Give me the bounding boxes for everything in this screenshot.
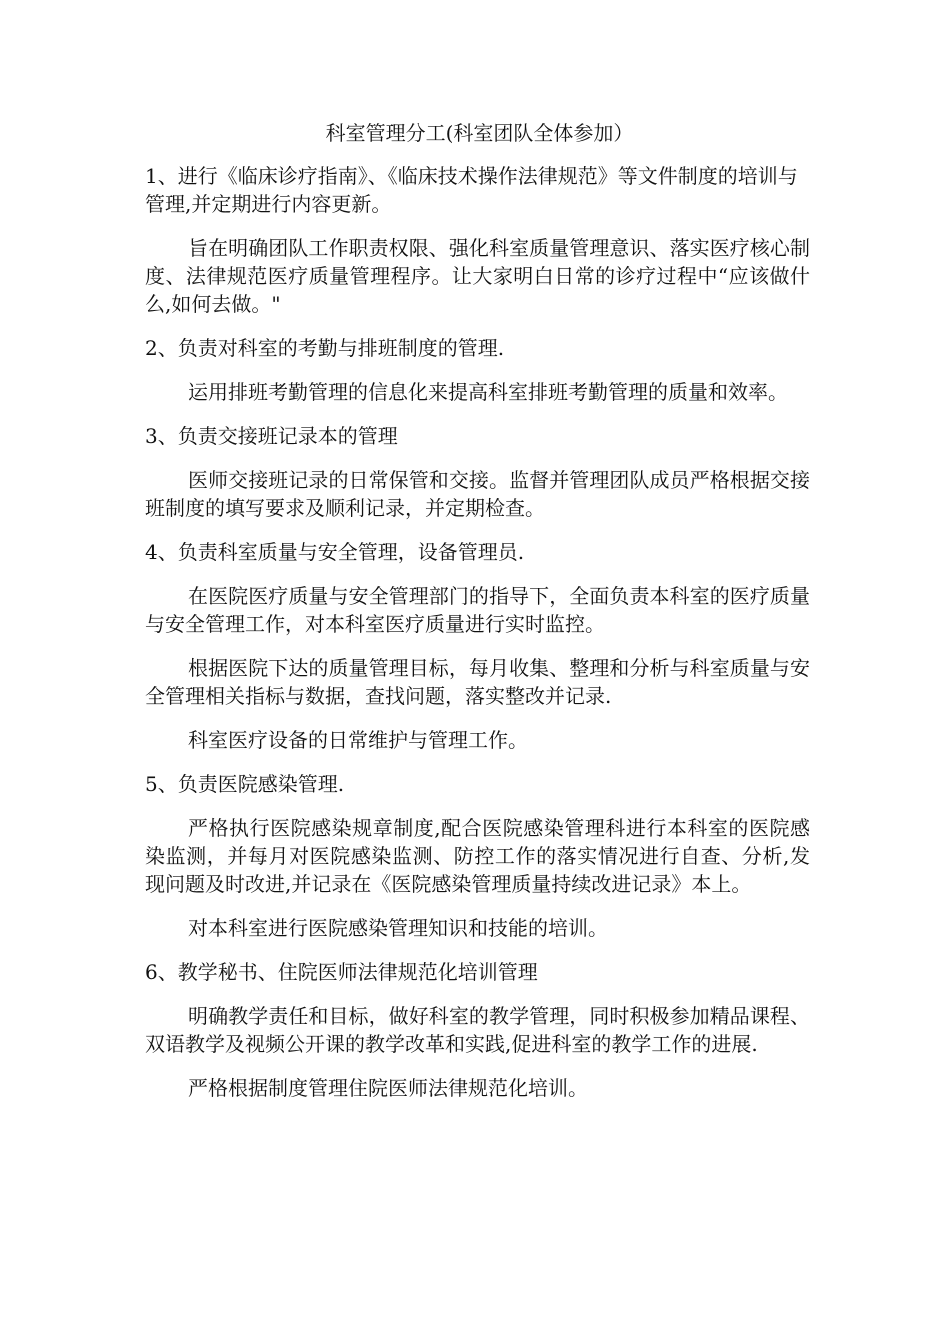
section-paragraph-4-2: 根据医院下达的质量管理目标，每月收集、整理和分析与科室质量与安全管理相关指标与数据，查找问题，落实整改并记录. <box>145 656 810 708</box>
section-paragraph-2-1: 运用排班考勤管理的信息化来提高科室排班考勤管理的质量和效率。 <box>188 380 788 404</box>
section-paragraph-6-2: 严格根据制度管理住院医师法律规范化培训。 <box>188 1076 588 1100</box>
section-heading-5: 5、负责医院感染管理. <box>145 772 345 796</box>
section-heading-3: 3、负责交接班记录本的管理 <box>145 424 398 448</box>
document-page <box>145 118 810 1118</box>
section-heading-1: 1、进行《临床诊疗指南》、《临床技术操作法律规范》等文件制度的培训与管理,并定期进行内容更新。 <box>145 164 798 216</box>
section-heading-4: 4、负责科室质量与安全管理，设备管理员. <box>145 540 525 564</box>
section-paragraph-4-3: 科室医疗设备的日常维护与管理工作。 <box>188 728 528 752</box>
section-paragraph-5-1: 严格执行医院感染规章制度,配合医院感染管理科进行本科室的医院感染监测，并每月对医院感染监测、防控工作的落实情况进行自查、分析,发现问题及时改进,并记录在《医院感染管理质量持续改进记录》本上。 <box>145 816 810 896</box>
section-paragraph-4-1: 在医院医疗质量与安全管理部门的指导下，全面负责本科室的医疗质量与安全管理工作，对本科室医疗质量进行实时监控。 <box>145 584 810 636</box>
section-paragraph-1-1: 旨在明确团队工作职责权限、强化科室质量管理意识、落实医疗核心制度、法律规范医疗质量管理程序。让大家明白日常的诊疗过程中“应该做什么,如何去做。" <box>145 236 810 316</box>
document-title: 科室管理分工(科室团队全体参加） <box>325 121 634 145</box>
section-heading-2: 2、负责对科室的考勤与排班制度的管理. <box>145 336 505 360</box>
section-paragraph-6-1: 明确教学责任和目标，做好科室的教学管理，同时积极参加精品课程、双语教学及视频公开课的教学改革和实践,促进科室的教学工作的进展. <box>145 1004 810 1056</box>
section-paragraph-3-1: 医师交接班记录的日常保管和交接。监督并管理团队成员严格根据交接班制度的填写要求及顺利记录，并定期检查。 <box>145 468 810 520</box>
section-paragraph-5-2: 对本科室进行医院感染管理知识和技能的培训。 <box>188 916 608 940</box>
section-heading-6: 6、教学秘书、住院医师法律规范化培训管理 <box>145 960 538 984</box>
